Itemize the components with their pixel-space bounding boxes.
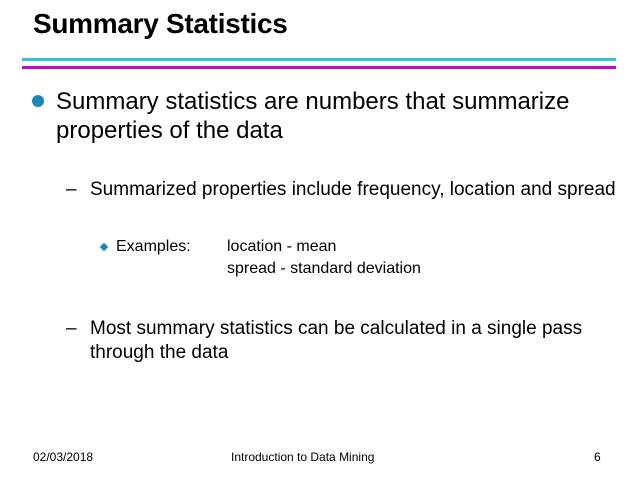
footer-date: 02/03/2018 — [33, 450, 94, 464]
title-rule-top — [22, 58, 616, 61]
example-location: location - mean — [227, 238, 337, 255]
examples-label: Examples: — [116, 238, 191, 255]
bullet-text: Summary statistics are numbers that summarize properties of the data — [56, 88, 570, 144]
diamond-bullet-icon — [100, 243, 108, 251]
dash-marker: – — [66, 318, 77, 339]
examples-values — [227, 236, 421, 280]
example-spread: spread - standard deviation — [227, 260, 421, 277]
footer-title: Introduction to Data Mining — [231, 450, 375, 464]
page-number: 6 — [594, 450, 601, 464]
title-rule-bottom — [22, 66, 616, 69]
bullet-dot-icon — [32, 95, 44, 107]
sub-bullet-text: Summarized properties include frequency, location and spread — [90, 179, 616, 200]
sub-bullet-text: Most summary statistics can be calculated in a single pass through the data — [90, 318, 583, 363]
slide-title: Summary Statistics — [33, 8, 288, 39]
dash-marker: – — [66, 179, 77, 200]
